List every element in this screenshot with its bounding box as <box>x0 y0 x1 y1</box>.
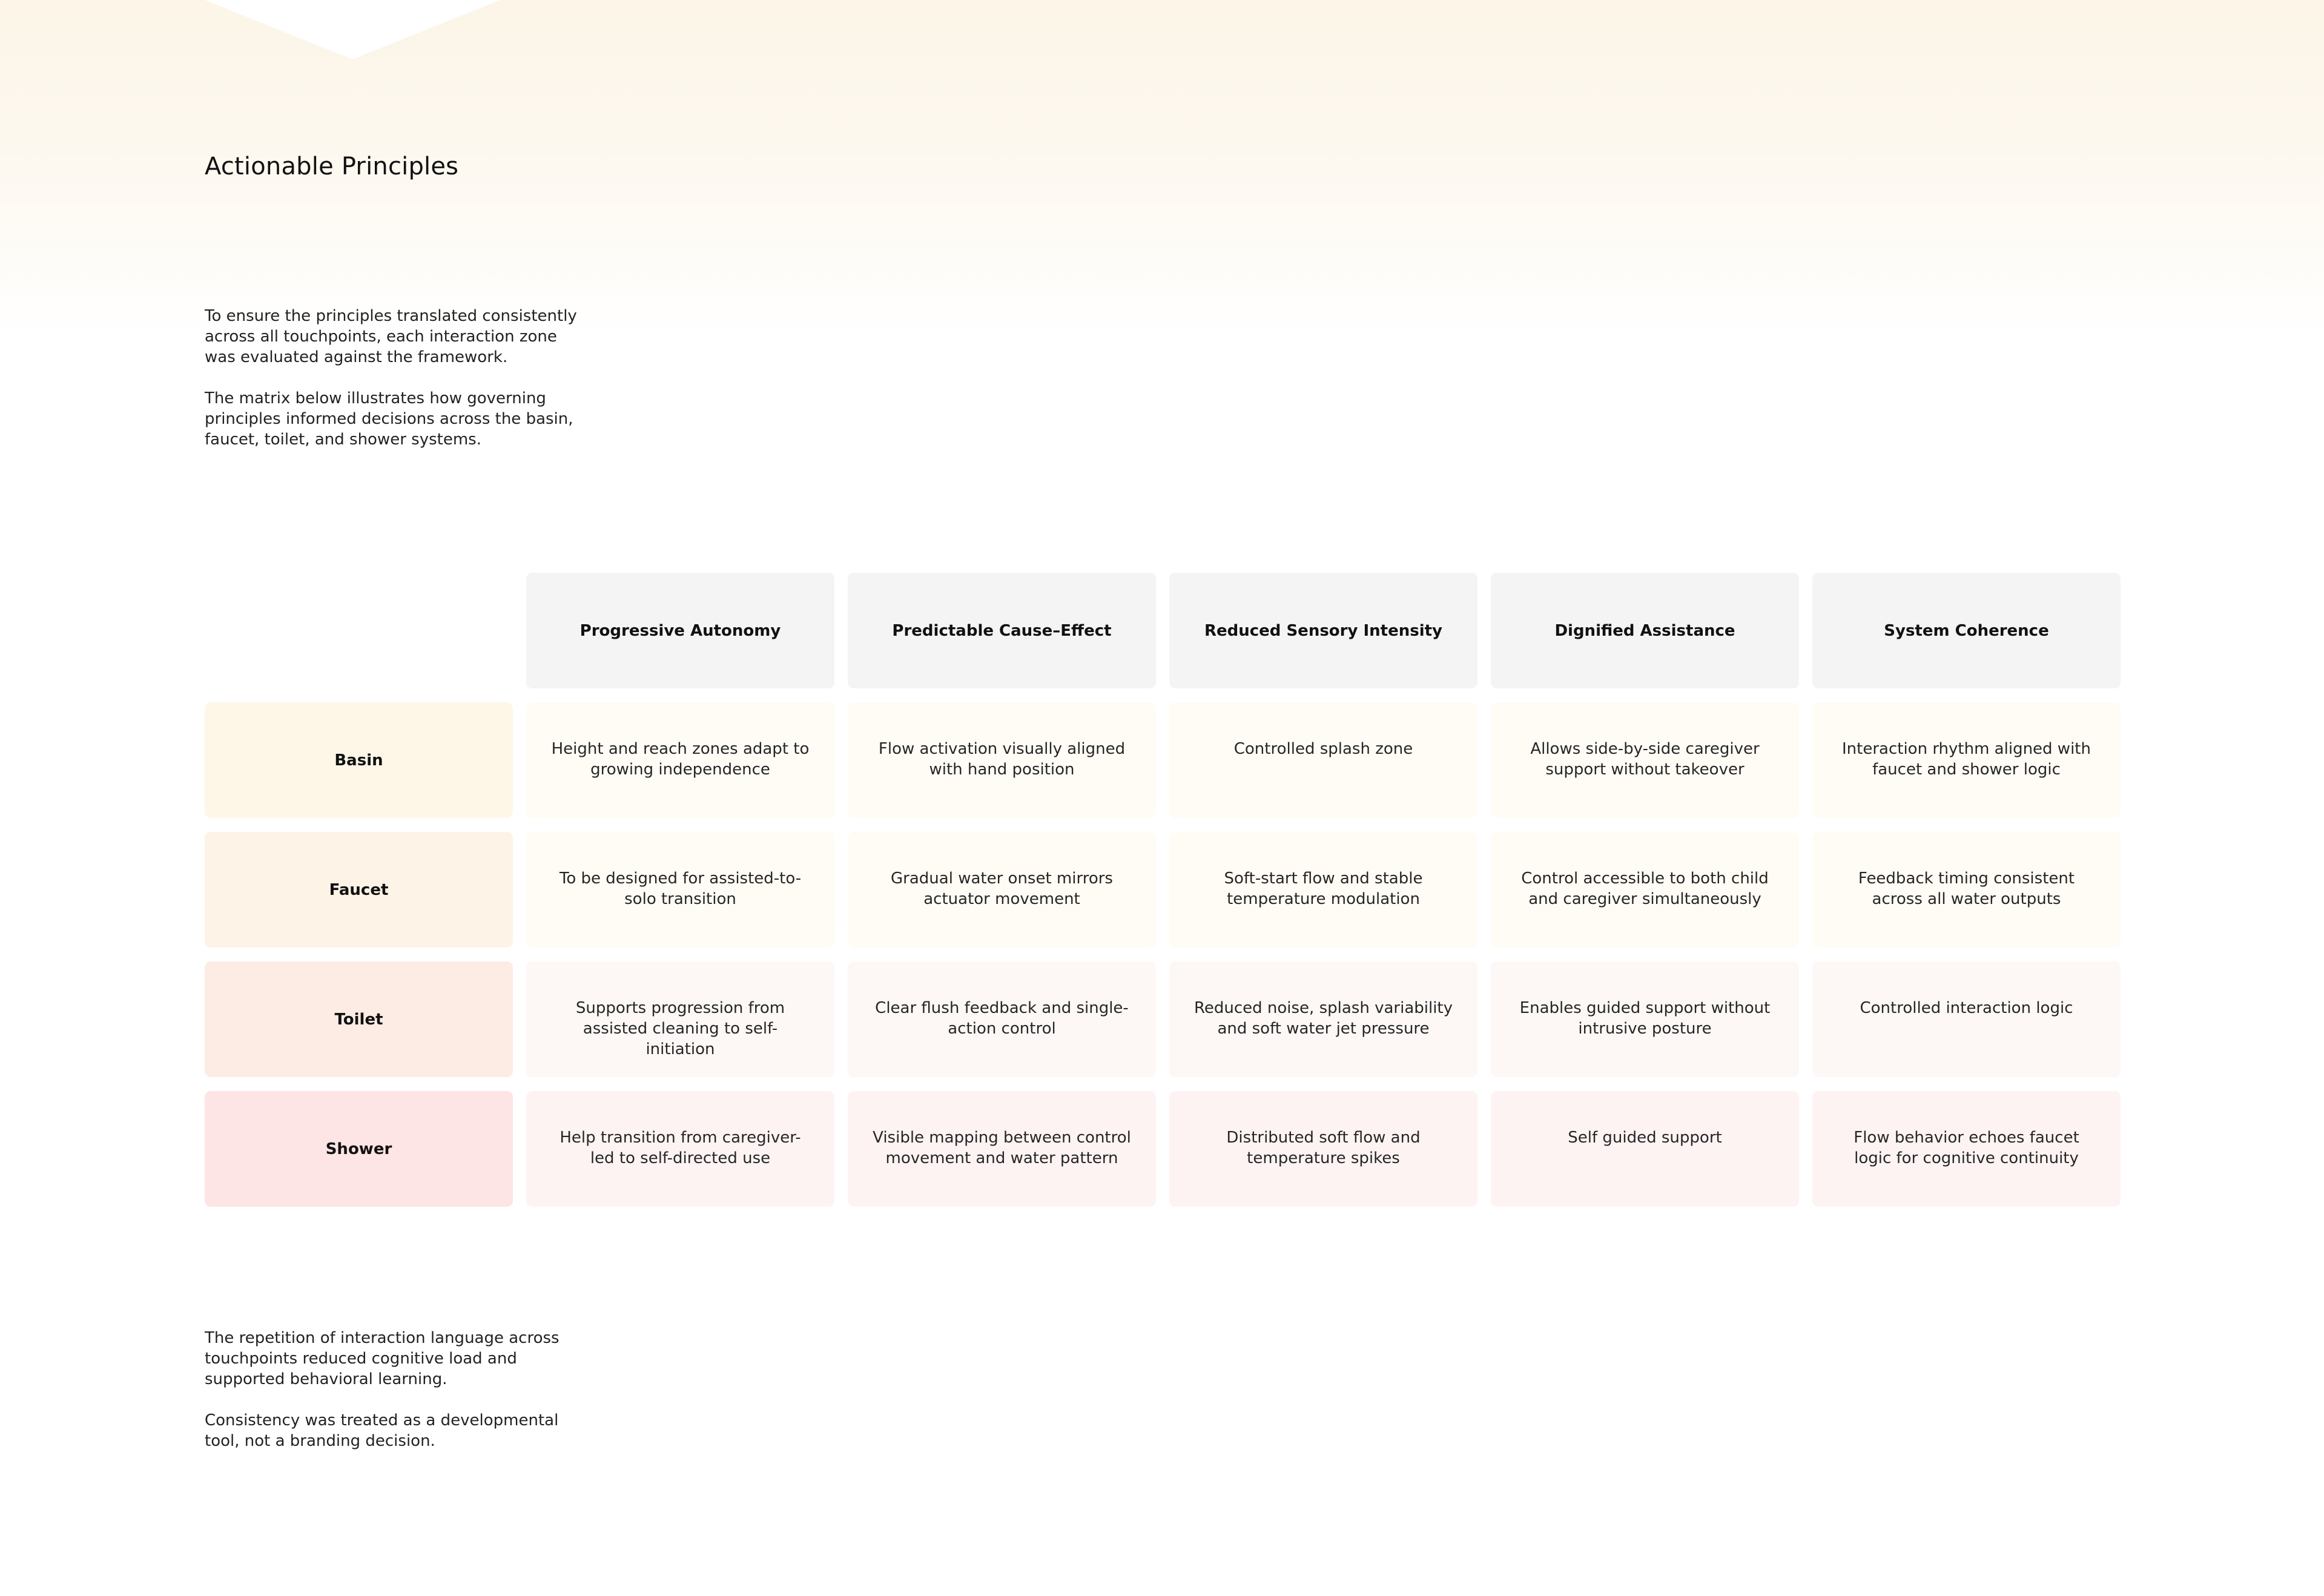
row-header-basin: Basin <box>205 702 513 818</box>
matrix-cell: Gradual water onset mirrors actuator movement <box>848 832 1156 948</box>
row-header-shower: Shower <box>205 1091 513 1207</box>
matrix-cell: Clear flush feedback and single-action control <box>848 961 1156 1077</box>
matrix-cell: Allows side-by-side caregiver support without takeover <box>1491 702 1799 818</box>
matrix-cell: Visible mapping between control movement and water pattern <box>848 1091 1156 1207</box>
chevron-shape <box>205 0 500 59</box>
matrix-cell: Distributed soft flow and temperature spikes <box>1169 1091 1477 1207</box>
matrix-cell: Interaction rhythm aligned with faucet and shower logic <box>1812 702 2121 818</box>
matrix-cell: Controlled interaction logic <box>1812 961 2121 1077</box>
intro-paragraph-2: The matrix below illustrates how governing principles informed decisions across the basin, faucet, toilet, and shower systems. <box>205 389 573 449</box>
matrix-cell: Self guided support <box>1491 1091 1799 1207</box>
row-header-faucet: Faucet <box>205 832 513 948</box>
col-header-system-coherence: System Coherence <box>1812 573 2121 688</box>
matrix-cell: Enables guided support without intrusive posture <box>1491 961 1799 1077</box>
matrix-cell: Flow behavior echoes faucet logic for cognitive continuity <box>1812 1091 2121 1207</box>
principles-matrix <box>205 573 2121 1207</box>
intro-paragraph-1: To ensure the principles translated consistently across all touchpoints, each interaction zone was evaluated against the framework. <box>205 307 577 366</box>
outro-paragraph-1: The repetition of interaction language across touchpoints reduced cognitive load and supported behavioral learning. <box>205 1329 560 1388</box>
matrix-cell: To be designed for assisted-to-solo transition <box>526 832 834 948</box>
matrix-cell: Help transition from caregiver-led to self-directed use <box>526 1091 834 1207</box>
col-header-dignified-assistance: Dignified Assistance <box>1491 573 1799 688</box>
col-header-progressive-autonomy: Progressive Autonomy <box>526 573 834 688</box>
outro-text <box>205 1328 592 1472</box>
page-title: Actionable Principles <box>205 153 459 180</box>
matrix-cell: Soft-start flow and stable temperature modulation <box>1169 832 1477 948</box>
row-header-toilet: Toilet <box>205 961 513 1077</box>
matrix-cell: Height and reach zones adapt to growing independence <box>526 702 834 818</box>
intro-text <box>205 306 592 470</box>
matrix-cell: Controlled splash zone <box>1169 702 1477 818</box>
matrix-cell: Feedback timing consistent across all water outputs <box>1812 832 2121 948</box>
outro-paragraph-2: Consistency was treated as a developmental tool, not a branding decision. <box>205 1411 559 1450</box>
matrix-corner <box>205 573 513 688</box>
matrix-cell: Supports progression from assisted cleaning to self-initiation <box>526 961 834 1077</box>
col-header-reduced-sensory-intensity: Reduced Sensory Intensity <box>1169 573 1477 688</box>
matrix-cell: Reduced noise, splash variability and soft water jet pressure <box>1169 961 1477 1077</box>
col-header-predictable-cause-effect: Predictable Cause–Effect <box>848 573 1156 688</box>
matrix-cell: Flow activation visually aligned with hand position <box>848 702 1156 818</box>
matrix-cell: Control accessible to both child and caregiver simultaneously <box>1491 832 1799 948</box>
